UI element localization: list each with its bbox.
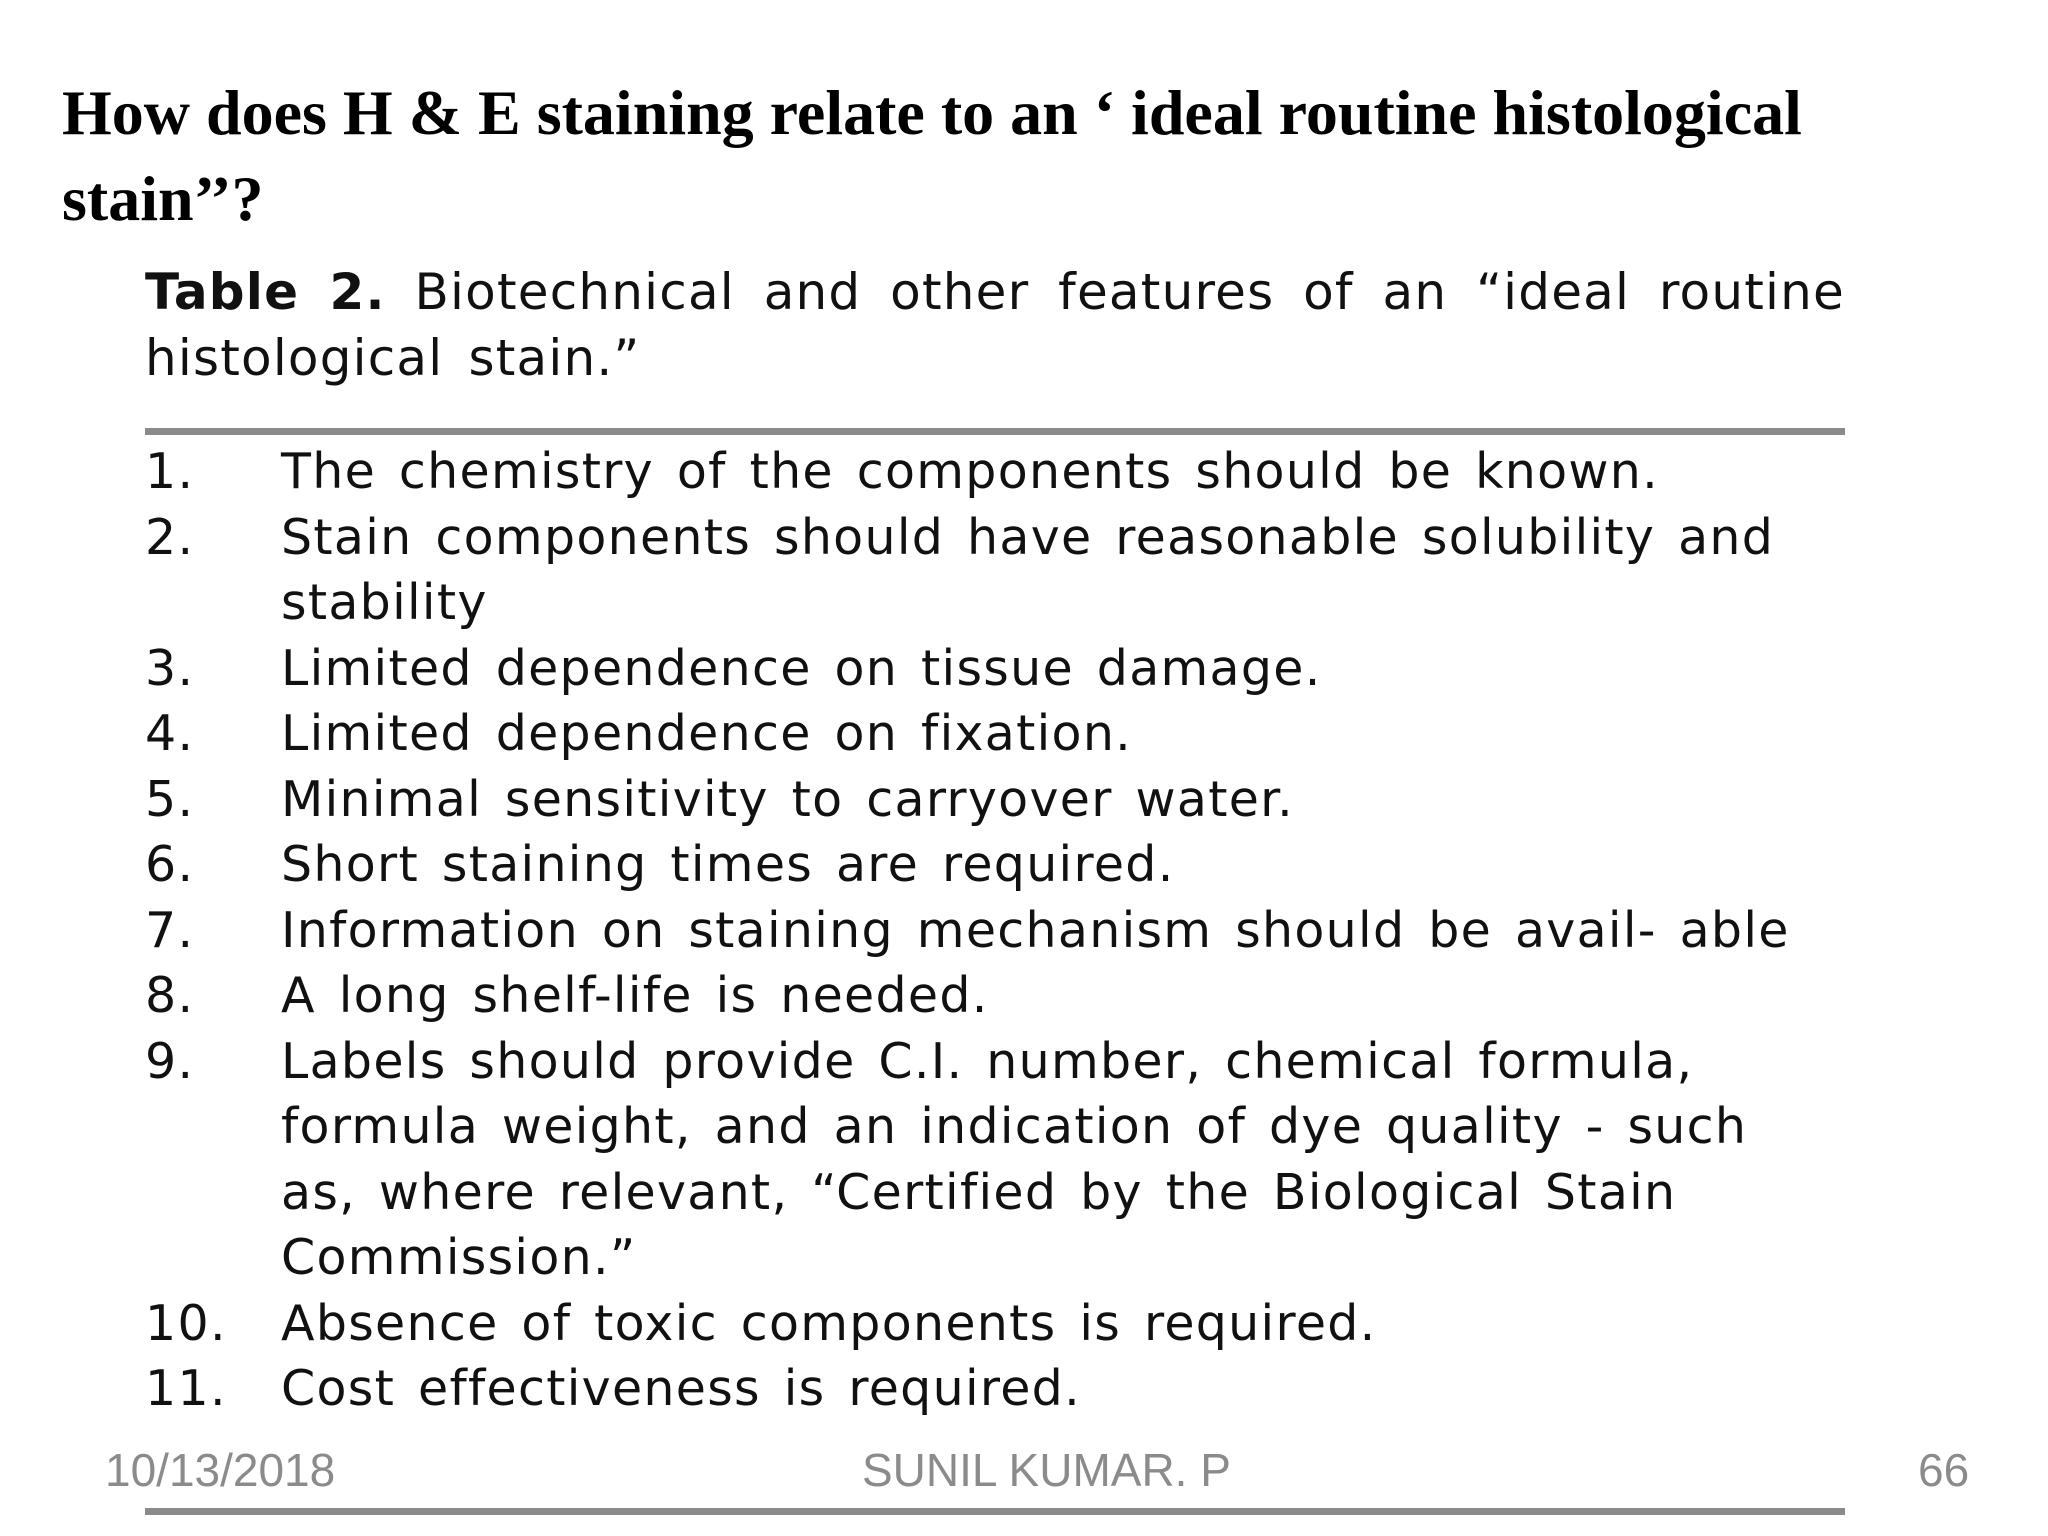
item-number: 11. bbox=[145, 1360, 227, 1417]
item-text: Short staining times are required. bbox=[281, 836, 1175, 893]
item-number: 4. bbox=[145, 705, 195, 762]
table-caption-label: Table 2. bbox=[145, 263, 386, 321]
table-caption bbox=[145, 259, 1845, 391]
item-text: Labels should provide C.I. number, chemical formula, formula weight, and an indication of dye quality - such as, where relevant, “Certified by the Biological Stain Commission.” bbox=[281, 1032, 1748, 1286]
item-text: Absence of toxic components is required. bbox=[281, 1294, 1377, 1352]
item-number: 2. bbox=[145, 508, 195, 566]
list-item bbox=[145, 1356, 1845, 1422]
slide-number: 66 bbox=[1918, 1444, 1970, 1496]
item-number: 8. bbox=[145, 967, 195, 1024]
list-item bbox=[145, 1029, 1845, 1291]
list-item bbox=[145, 832, 1845, 898]
item-text: Minimal sensitivity to carryover water. bbox=[281, 770, 1294, 828]
feature-list bbox=[145, 439, 1845, 1422]
footer-date: 10/13/2018 bbox=[105, 1444, 336, 1496]
item-number: 5. bbox=[145, 770, 195, 828]
item-number: 1. bbox=[145, 443, 195, 500]
list-item bbox=[145, 767, 1845, 833]
list-item bbox=[145, 636, 1845, 702]
item-text: Cost effectiveness is required. bbox=[281, 1360, 1081, 1417]
table-bottom-rule bbox=[145, 1508, 1845, 1515]
list-item bbox=[145, 439, 1845, 505]
item-number: 6. bbox=[145, 836, 195, 893]
item-text: Limited dependence on tissue damage. bbox=[281, 639, 1322, 697]
item-number: 7. bbox=[145, 901, 195, 959]
item-number: 10. bbox=[145, 1294, 227, 1352]
item-text: Stain components should have reasonable solubility and stability bbox=[281, 508, 1775, 631]
list-item bbox=[145, 1291, 1845, 1357]
feature-table bbox=[145, 255, 1845, 1525]
table-caption-text: Biotechnical and other features of an “ideal routine histological stain.” bbox=[145, 263, 1845, 387]
slide-title: How does H & E staining relate to an ‘ ideal routine histological stain’’? bbox=[62, 77, 1802, 234]
list-item bbox=[145, 963, 1845, 1029]
list-item bbox=[145, 898, 1845, 964]
item-number: 3. bbox=[145, 639, 195, 697]
item-text: A long shelf-life is needed. bbox=[281, 967, 989, 1024]
table-top-rule bbox=[145, 428, 1845, 435]
list-item bbox=[145, 505, 1845, 636]
item-text: The chemistry of the components should be known. bbox=[281, 443, 1660, 500]
list-item bbox=[145, 701, 1845, 767]
item-text: Limited dependence on fixation. bbox=[281, 705, 1133, 762]
item-text: Information on staining mechanism should be avail- able bbox=[281, 901, 1790, 959]
footer-author: SUNIL KUMAR. P bbox=[862, 1444, 1231, 1496]
item-number: 9. bbox=[145, 1032, 195, 1090]
